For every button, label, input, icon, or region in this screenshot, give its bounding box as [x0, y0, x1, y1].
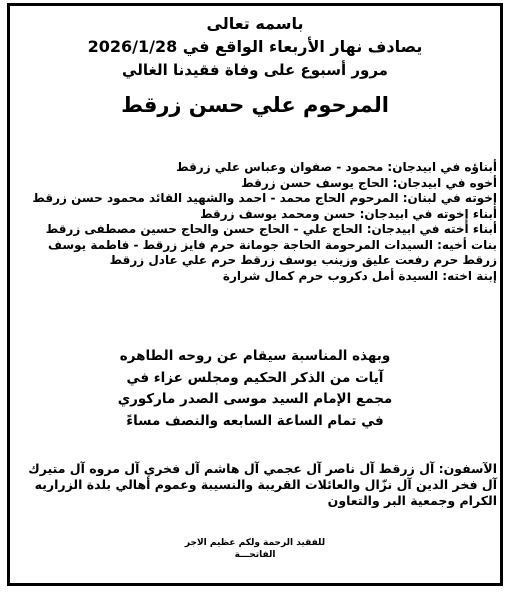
service-details [10, 346, 500, 432]
closing [10, 537, 500, 561]
condolence-line: للفقيد الرحمة ولكم عظيم الاجر [184, 538, 326, 548]
obituary-frame [7, 3, 503, 586]
relatives-line: أبناء إخوته في ابيدجان: حسن ومحمد يوسف زرقط [200, 206, 497, 221]
service-line: وبهذه المناسبة سيقام عن روحه الطاهره [119, 348, 391, 364]
relatives-line: بنات أخيه: السيدات المرحومة الحاجة جومانة حرم فايز زرقط - فاطمة يوسف [48, 237, 497, 252]
deceased-name: المرحوم علي حسن زرقط [121, 93, 389, 117]
mourners-line: آل فخر الدين آل نزّال والعائلات القريبة والنسيبة وعموم أهالي بلدة الزراريه [34, 477, 497, 492]
service-line: آيات من الذكر الحكيم ومجلس عزاء في [126, 369, 384, 386]
date-line: يصادف نهار الأربعاء الواقع في 2026/1/28 [87, 37, 423, 56]
service-line: في تمام الساعة السابعه والنصف مساءً [126, 412, 384, 429]
relatives-line: إخوته في لبنان: المرحوم الحاج محمد - احمد والشهيد القائد محمود حسن زرقط [32, 191, 497, 205]
mourners-line: الآسفون: آل زرقط آل ناصر آل عجمي آل هاشم آل فخري آل مروه آل متيرك [28, 461, 497, 476]
anniversary-line: مرور أسبوع على وفاة فقيدنا الغالي [122, 61, 388, 79]
relatives-line: أبناؤه في ابيدجان: محمود - صفوان وعباس علي زرقط [176, 160, 497, 174]
basmala-line: باسمه تعالى [206, 14, 304, 33]
mourners-list [12, 461, 498, 509]
relatives-line: زرقط حرم رفعت عليق وزينب يوسف زرقط حرم علي عادل زرقط [109, 253, 497, 267]
mourners-line: الكرام وجمعية البر والتعاون [327, 493, 497, 508]
relatives-line: إبنة اخته: السيدة أمل دكروب حرم كمال شرارة [222, 268, 497, 283]
relatives-line: أبناء أخته في ابيدجان: الحاج علي - الحاج حسن والحاج حسين مصطفى زرقط [45, 222, 497, 236]
service-line: مجمع الإمام السيد موسى الصدر ماركوري [117, 391, 393, 407]
fatiha-line: الفاتحـــة [234, 550, 276, 560]
obituary-content [10, 6, 500, 583]
relatives-line: أخوه في ابيدجان: الحاج يوسف حسن زرقط [241, 175, 497, 190]
relatives-list [12, 160, 498, 284]
